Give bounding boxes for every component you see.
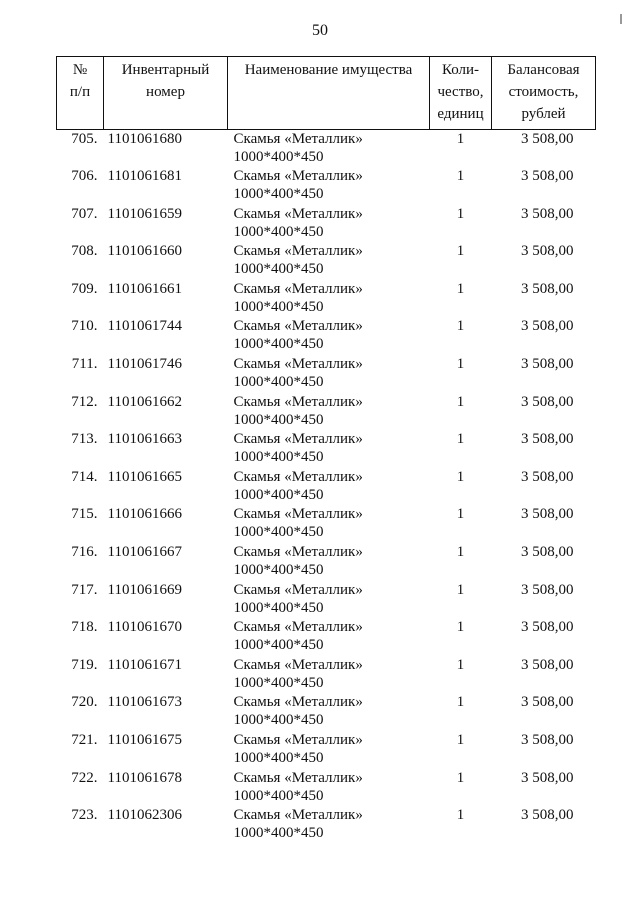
inventory-number-cell: 1101061665 (107, 468, 182, 485)
item-name-dimensions: 1000*400*450 (233, 750, 324, 766)
table-row (57, 393, 596, 431)
item-name-cell (228, 242, 430, 280)
inventory-table-container (56, 56, 595, 844)
row-number-cell: 723. (71, 807, 98, 824)
table-row (57, 355, 596, 393)
table-row (57, 430, 596, 468)
header-cost-line1: Балансовая (507, 62, 580, 78)
row-number-cell: 706. (71, 168, 98, 185)
inventory-number-cell: 1101061681 (107, 168, 182, 185)
table-row (57, 543, 596, 581)
item-name-line1: Скамья «Металлик» (233, 393, 363, 410)
item-name-line1: Скамья «Металлик» (233, 769, 363, 786)
header-quantity-line3: единиц (437, 106, 484, 122)
row-number-cell: 720. (71, 694, 98, 711)
inventory-number-cell: 1101061675 (107, 732, 182, 748)
item-name-line1: Скамья «Металлик» (233, 581, 363, 598)
quantity-cell: 1 (456, 656, 465, 673)
balance-cost-cell: 3 508,00 (521, 243, 574, 260)
table-row (57, 205, 596, 243)
inventory-number-cell: 1101061661 (107, 280, 182, 297)
balance-cost-cell: 3 508,00 (521, 356, 574, 373)
header-cost (492, 57, 596, 130)
quantity-cell: 1 (456, 468, 465, 485)
balance-cost-cell: 3 508,00 (521, 393, 574, 410)
inventory-number-cell: 1101061670 (107, 619, 182, 636)
item-name-line1: Скамья «Металлик» (233, 468, 363, 485)
balance-cost-cell: 3 508,00 (521, 168, 574, 185)
item-name-cell (228, 731, 430, 769)
header-number (57, 57, 104, 130)
table-row (57, 769, 596, 807)
header-inventory-line1: Инвентарный (121, 62, 210, 78)
item-name-dimensions: 1000*400*450 (233, 411, 324, 428)
balance-cost-cell: 3 508,00 (521, 544, 574, 561)
item-name-line1: Скамья «Металлик» (233, 280, 363, 297)
table-row (57, 656, 596, 694)
table-row (57, 242, 596, 280)
inventory-number-cell: 1101061662 (107, 393, 182, 410)
item-name-line1: Скамья «Металлик» (233, 356, 363, 373)
item-name-dimensions: 1000*400*450 (233, 599, 324, 616)
item-name-cell (228, 468, 430, 506)
table-row (57, 505, 596, 543)
quantity-cell: 1 (456, 131, 465, 147)
item-name-line1: Скамья «Металлик» (233, 168, 363, 185)
item-name-cell (228, 656, 430, 694)
balance-cost-cell: 3 508,00 (521, 131, 574, 147)
quantity-cell: 1 (456, 205, 465, 222)
balance-cost-cell: 3 508,00 (521, 581, 574, 598)
item-name-line1: Скамья «Металлик» (233, 807, 363, 824)
item-name-dimensions: 1000*400*450 (233, 261, 324, 278)
header-number-line1: № (72, 62, 88, 78)
row-number-cell: 710. (71, 318, 98, 335)
item-name-cell (228, 581, 430, 619)
header-name-text: Наименование имущества (244, 62, 413, 78)
row-number-cell: 715. (71, 506, 98, 523)
quantity-cell: 1 (456, 544, 465, 561)
balance-cost-cell: 3 508,00 (521, 205, 574, 222)
item-name-cell (228, 167, 430, 205)
item-name-cell (228, 317, 430, 355)
header-quantity (430, 57, 492, 130)
item-name-line1: Скамья «Металлик» (233, 544, 363, 561)
inventory-number-cell: 1101061678 (107, 769, 182, 786)
quantity-cell: 1 (456, 168, 465, 185)
table-row (57, 693, 596, 731)
quantity-cell: 1 (456, 393, 465, 410)
item-name-cell (228, 618, 430, 656)
table-body (57, 130, 596, 844)
item-name-dimensions: 1000*400*450 (233, 486, 324, 503)
item-name-line1: Скамья «Металлик» (233, 131, 363, 147)
item-name-dimensions: 1000*400*450 (233, 374, 324, 391)
quantity-cell: 1 (456, 619, 465, 636)
item-name-line1: Скамья «Металлик» (233, 506, 363, 523)
row-number-cell: 712. (71, 393, 98, 410)
row-number-cell: 709. (71, 280, 98, 297)
balance-cost-cell: 3 508,00 (521, 732, 574, 748)
table-row (57, 731, 596, 769)
balance-cost-cell: 3 508,00 (521, 431, 574, 448)
balance-cost-cell: 3 508,00 (521, 694, 574, 711)
item-name-dimensions: 1000*400*450 (233, 149, 324, 165)
quantity-cell: 1 (456, 318, 465, 335)
item-name-line1: Скамья «Металлик» (233, 431, 363, 448)
inventory-number-cell: 1101061667 (107, 544, 182, 561)
item-name-cell (228, 693, 430, 731)
table-row (57, 468, 596, 506)
quantity-cell: 1 (456, 694, 465, 711)
item-name-cell (228, 130, 430, 168)
table-row (57, 317, 596, 355)
header-cost-line2: стоимость, (508, 84, 579, 100)
item-name-cell (228, 505, 430, 543)
inventory-number-cell: 1101061669 (107, 581, 182, 598)
row-number-cell: 711. (71, 356, 98, 373)
row-number-cell: 716. (71, 544, 98, 561)
balance-cost-cell: 3 508,00 (521, 807, 574, 824)
row-number-cell: 705. (71, 131, 98, 147)
header-name (228, 57, 430, 130)
item-name-cell (228, 205, 430, 243)
item-name-dimensions: 1000*400*450 (233, 449, 324, 466)
inventory-number-cell: 1101061666 (107, 506, 182, 523)
table-row (57, 806, 596, 844)
inventory-number-cell: 1101061659 (107, 205, 182, 222)
balance-cost-cell: 3 508,00 (521, 318, 574, 335)
quantity-cell: 1 (456, 807, 465, 824)
header-cost-line3: рублей (521, 106, 566, 122)
item-name-cell (228, 806, 430, 844)
item-name-line1: Скамья «Металлик» (233, 656, 363, 673)
balance-cost-cell: 3 508,00 (521, 656, 574, 673)
header-inventory-line2: номер (146, 84, 185, 100)
item-name-line1: Скамья «Металлик» (233, 318, 363, 335)
table-header-row (57, 57, 596, 130)
table-row (57, 581, 596, 619)
quantity-cell: 1 (456, 356, 465, 373)
header-quantity-line2: чество, (437, 84, 484, 100)
header-inventory (104, 57, 228, 130)
balance-cost-cell: 3 508,00 (521, 769, 574, 786)
item-name-dimensions: 1000*400*450 (233, 524, 324, 541)
inventory-number-cell: 1101062306 (107, 807, 182, 824)
item-name-dimensions: 1000*400*450 (233, 787, 324, 804)
inventory-number-cell: 1101061744 (107, 318, 182, 335)
quantity-cell: 1 (456, 581, 465, 598)
item-name-line1: Скамья «Металлик» (233, 243, 363, 260)
quantity-cell: 1 (456, 506, 465, 523)
table-row (57, 130, 596, 168)
item-name-cell (228, 430, 430, 468)
row-number-cell: 719. (71, 656, 98, 673)
item-name-dimensions: 1000*400*450 (233, 298, 324, 315)
quantity-cell: 1 (456, 243, 465, 260)
inventory-number-cell: 1101061673 (107, 694, 182, 711)
quantity-cell: 1 (456, 769, 465, 786)
item-name-dimensions: 1000*400*450 (233, 186, 324, 203)
item-name-cell (228, 543, 430, 581)
table-row (57, 280, 596, 318)
row-number-cell: 707. (71, 205, 98, 222)
row-number-cell: 714. (71, 468, 98, 485)
item-name-line1: Скамья «Металлик» (233, 694, 363, 711)
item-name-dimensions: 1000*400*450 (233, 562, 324, 579)
item-name-line1: Скамья «Металлик» (233, 619, 363, 636)
balance-cost-cell: 3 508,00 (521, 468, 574, 485)
header-number-line2: п/п (69, 84, 91, 100)
balance-cost-cell: 3 508,00 (521, 619, 574, 636)
row-number-cell: 721. (71, 732, 98, 748)
item-name-cell (228, 280, 430, 318)
item-name-cell (228, 355, 430, 393)
item-name-cell (228, 393, 430, 431)
item-name-cell (228, 769, 430, 807)
balance-cost-cell: 3 508,00 (521, 506, 574, 523)
item-name-dimensions: 1000*400*450 (233, 674, 324, 691)
inventory-number-cell: 1101061680 (107, 131, 182, 147)
quantity-cell: 1 (456, 732, 465, 748)
row-number-cell: 708. (71, 243, 98, 260)
quantity-cell: 1 (456, 280, 465, 297)
item-name-line1: Скамья «Металлик» (233, 732, 363, 748)
row-number-cell: 713. (71, 431, 98, 448)
header-quantity-line1: Коли- (441, 62, 480, 78)
balance-cost-cell: 3 508,00 (521, 280, 574, 297)
item-name-dimensions: 1000*400*450 (233, 712, 324, 729)
inventory-table (56, 56, 596, 844)
page-number: 50 (312, 22, 328, 39)
inventory-number-cell: 1101061746 (107, 356, 182, 373)
table-row (57, 618, 596, 656)
inventory-number-cell: 1101061663 (107, 431, 182, 448)
row-number-cell: 722. (71, 769, 98, 786)
table-row (57, 167, 596, 205)
item-name-dimensions: 1000*400*450 (233, 223, 324, 240)
inventory-number-cell: 1101061671 (107, 656, 182, 673)
item-name-line1: Скамья «Металлик» (233, 205, 363, 222)
row-number-cell: 718. (71, 619, 98, 636)
quantity-cell: 1 (456, 431, 465, 448)
inventory-number-cell: 1101061660 (107, 243, 182, 260)
row-number-cell: 717. (71, 581, 98, 598)
item-name-dimensions: 1000*400*450 (233, 825, 324, 842)
item-name-dimensions: 1000*400*450 (233, 637, 324, 654)
item-name-dimensions: 1000*400*450 (233, 336, 324, 353)
